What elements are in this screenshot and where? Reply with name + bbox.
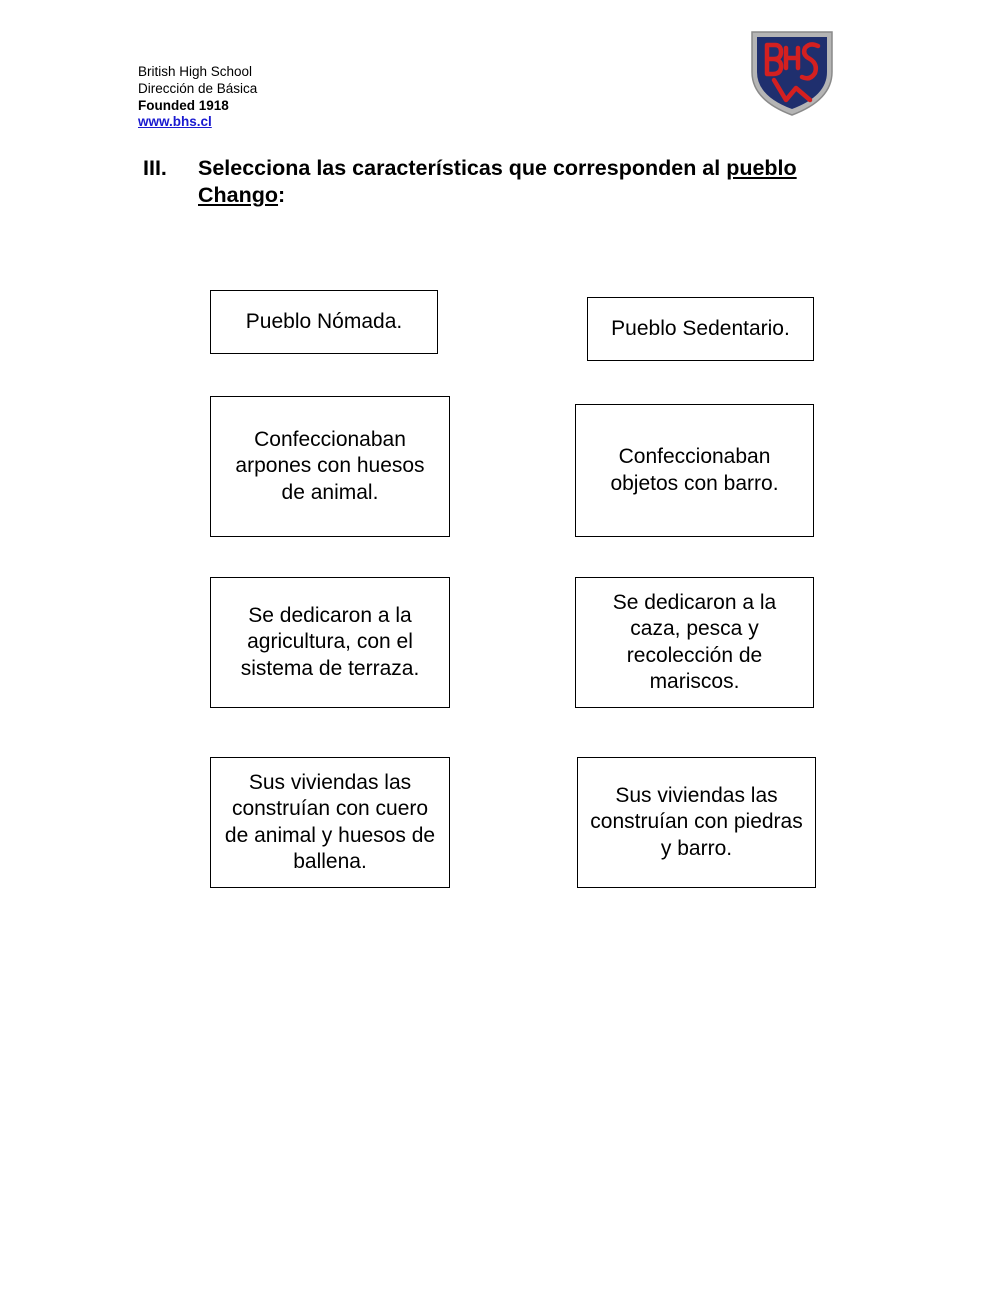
option-card-pueblo-nomada[interactable]: Pueblo Nómada. xyxy=(210,290,438,354)
option-card-viviendas-cuero[interactable]: Sus viviendas las construían con cuero de animal y huesos de ballena. xyxy=(210,757,450,888)
department-name: Dirección de Básica xyxy=(138,80,258,96)
school-header xyxy=(138,64,257,131)
option-card-agricultura[interactable]: Se dedicaron a la agricultura, con el sistema de terraza. xyxy=(210,577,450,708)
question-number: III. xyxy=(143,156,167,180)
website-link[interactable]: www.bhs.cl xyxy=(138,114,212,130)
option-card-caza-pesca[interactable]: Se dedicaron a la caza, pesca y recolección de mariscos. xyxy=(575,577,814,708)
option-card-pueblo-sedentario[interactable]: Pueblo Sedentario. xyxy=(587,297,814,361)
school-crest-logo xyxy=(748,28,836,118)
school-name: British High School xyxy=(138,64,253,79)
question-text-main: Selecciona las características que corresponden al xyxy=(198,156,727,180)
option-card-viviendas-piedras[interactable]: Sus viviendas las construían con piedras y barro. xyxy=(577,757,816,888)
question-text xyxy=(198,155,848,209)
option-card-objetos-barro[interactable]: Confeccionaban objetos con barro. xyxy=(575,404,814,537)
option-card-arpones[interactable]: Confeccionaban arpones con huesos de animal. xyxy=(210,396,450,537)
founded-year: Founded 1918 xyxy=(138,97,229,113)
question-text-underlined: pueblo Chango xyxy=(198,156,797,207)
shield-icon xyxy=(748,28,836,118)
question-text-colon: : xyxy=(278,183,286,207)
